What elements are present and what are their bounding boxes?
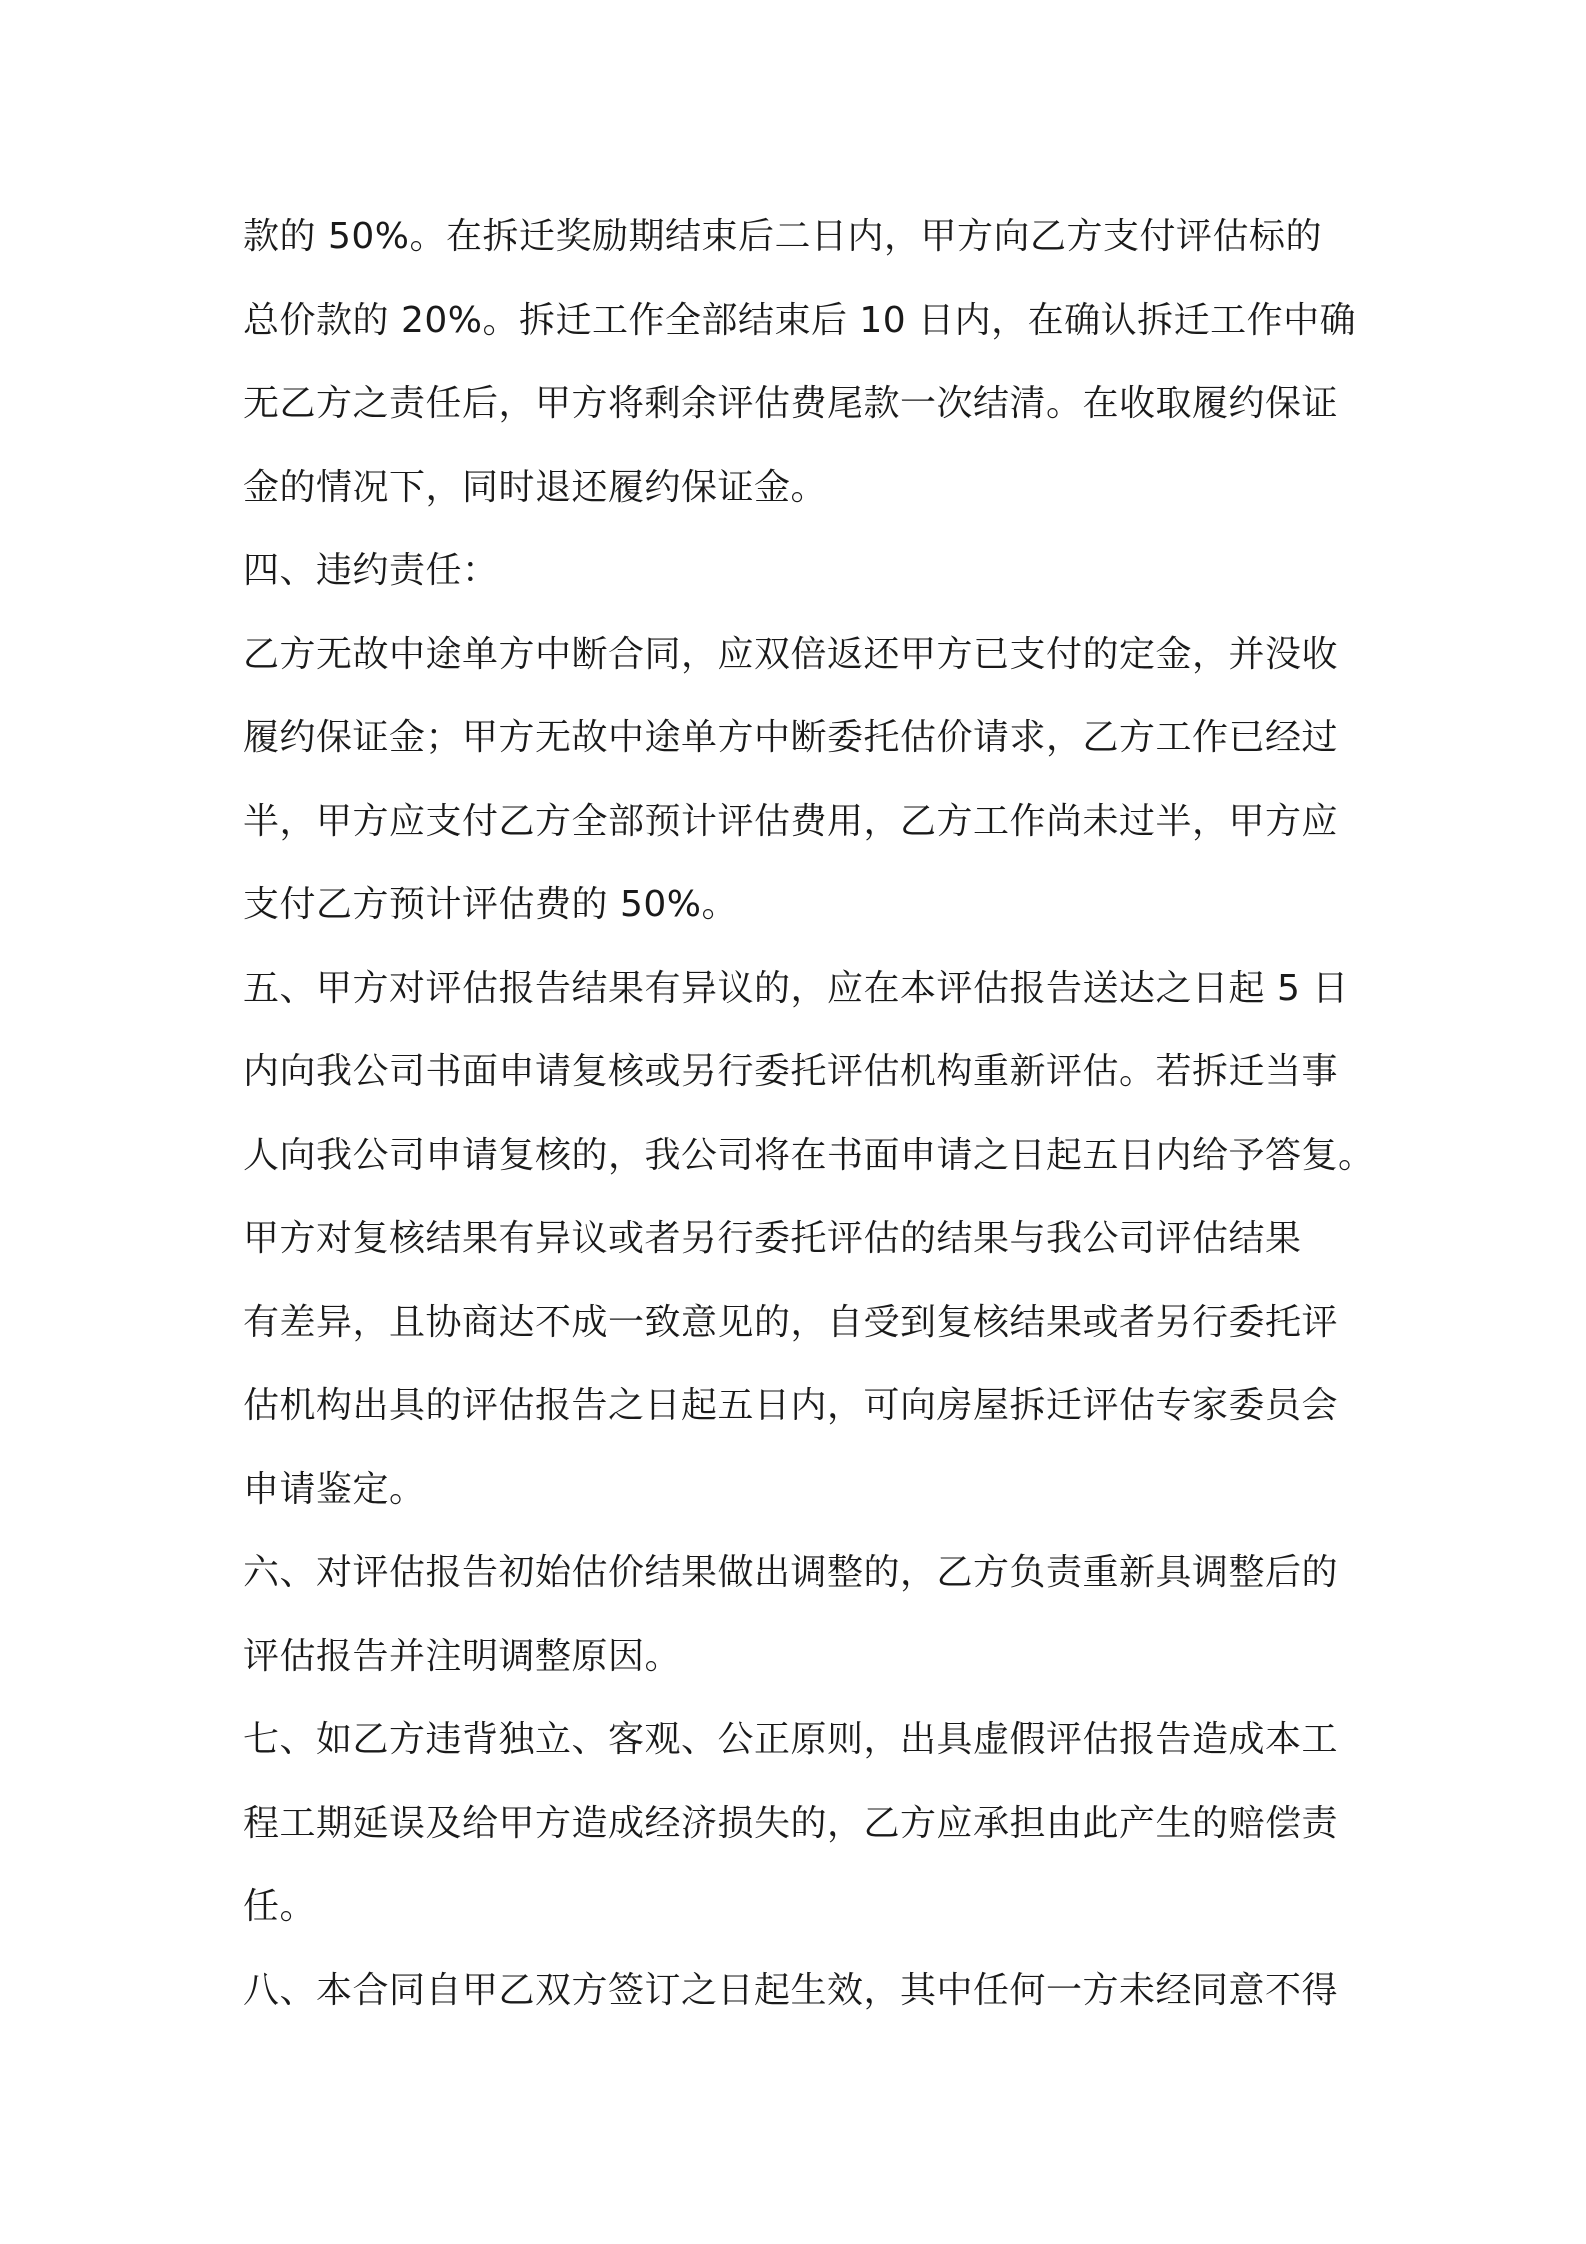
text-line: 履约保证金；甲方无故中途单方中断委托估价请求，乙方工作已经过 xyxy=(243,717,1339,758)
text-line: 人向我公司申请复核的，我公司将在书面申请之日起五日内给予答复。 xyxy=(243,1134,1375,1176)
text-line: 申请鉴定。 xyxy=(243,1468,426,1510)
text-line: 金的情况下，同时退还履约保证金。 xyxy=(243,466,828,508)
text-line: 支付乙方预计评估费的 50%。 xyxy=(243,884,738,925)
contract-text-block xyxy=(243,195,1375,2032)
clause-eight-start: 八、本合同自甲乙双方签订之日起生效，其中任何一方未经同意不得 xyxy=(243,1969,1339,2011)
text-line: 有差异，且协商达不成一致意见的，自受到复核结果或者另行委托评 xyxy=(243,1301,1339,1343)
text-line: 内向我公司书面申请复核或另行委托评估机构重新评估。若拆迁当事 xyxy=(243,1051,1339,1092)
text-line: 评估报告并注明调整原因。 xyxy=(243,1635,682,1677)
text-line: 程工期延误及给甲方造成经济损失的，乙方应承担由此产生的赔偿责 xyxy=(243,1802,1339,1844)
text-line: 任。 xyxy=(243,1886,317,1927)
clause-six-start: 六、对评估报告初始估价结果做出调整的，乙方负责重新具调整后的 xyxy=(243,1552,1339,1593)
text-line: 甲方对复核结果有异议或者另行委托评估的结果与我公司评估结果 xyxy=(243,1218,1302,1259)
text-line: 总价款的 20%。拆迁工作全部结束后 10 日内，在确认拆迁工作中确 xyxy=(243,299,1357,341)
text-line: 无乙方之责任后，甲方将剩余评估费尾款一次结清。在收取履约保证 xyxy=(243,383,1339,424)
clause-seven-start: 七、如乙方违背独立、客观、公正原则，出具虚假评估报告造成本工 xyxy=(243,1719,1339,1760)
text-line: 款的 50%。在拆迁奖励期结束后二日内，甲方向乙方支付评估标的 xyxy=(243,216,1322,257)
clause-five-start: 五、甲方对评估报告结果有异议的，应在本评估报告送达之日起 5 日 xyxy=(243,967,1349,1009)
text-line: 乙方无故中途单方中断合同，应双倍返还甲方已支付的定金，并没收 xyxy=(243,633,1339,675)
text-line: 估机构出具的评估报告之日起五日内，可向房屋拆迁评估专家委员会 xyxy=(243,1385,1339,1426)
section-heading-breach-liability: 四、违约责任： xyxy=(243,550,499,591)
text-line: 半，甲方应支付乙方全部预计评估费用，乙方工作尚未过半，甲方应 xyxy=(243,800,1339,842)
